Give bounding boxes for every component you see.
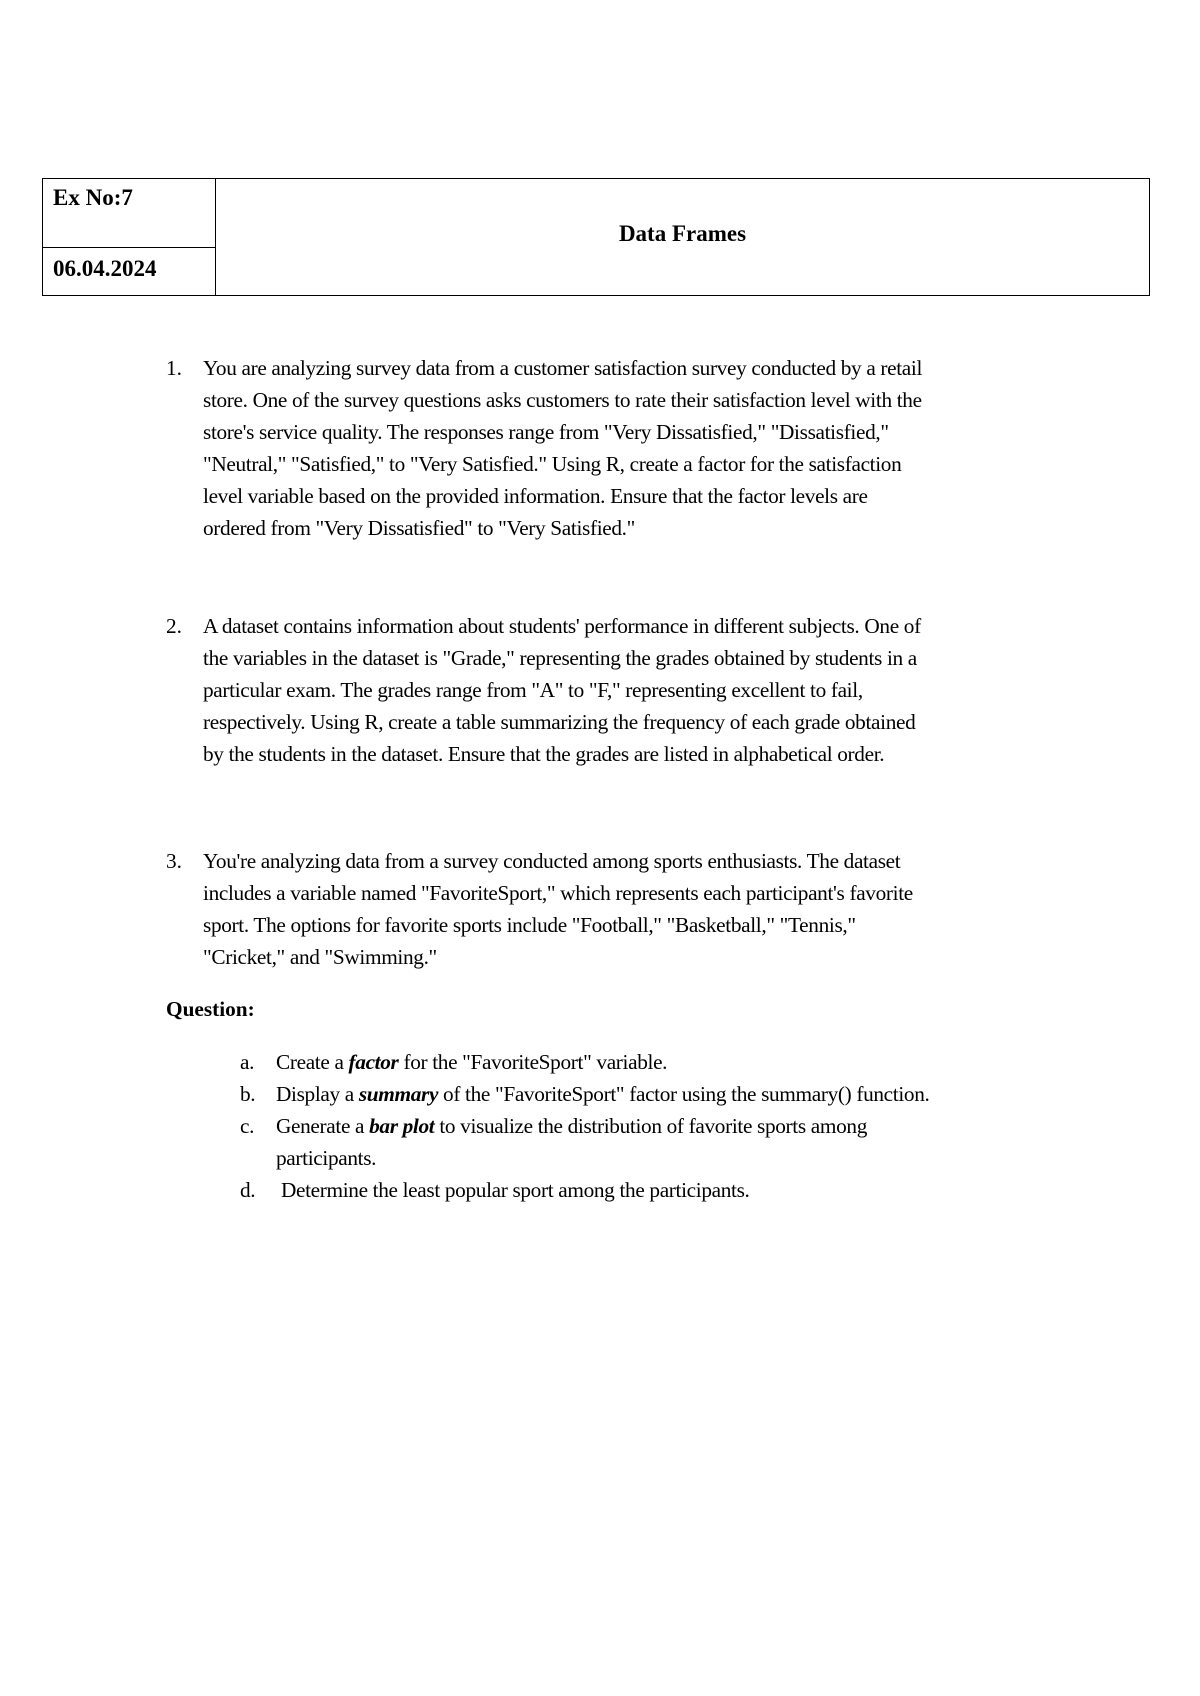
sub-question-d (240, 1174, 1100, 1206)
sub-question-list (240, 1046, 1100, 1206)
question-line: the variables in the dataset is "Grade," representing the grades obtained by students in a (203, 646, 917, 670)
question-line: You are analyzing survey data from a customer satisfaction survey conducted by a retail (203, 356, 923, 380)
question-3 (166, 845, 1106, 973)
header-table (42, 178, 1150, 296)
sub-text: to visualize the distribution of favorite sports among (434, 1114, 867, 1138)
question-line: by the students in the dataset. Ensure that the grades are listed in alphabetical order. (203, 742, 885, 766)
sub-text: of the "FavoriteSport" factor using the summary() function. (438, 1082, 930, 1106)
question-2 (166, 610, 1106, 770)
sub-text: for the "FavoriteSport" variable. (398, 1050, 668, 1074)
question-line: "Cricket," and "Swimming." (203, 945, 437, 969)
ex-no-label: Ex No:7 (53, 185, 133, 210)
question-line: store. One of the survey questions asks customers to rate their satisfaction level with the (203, 388, 922, 412)
question-line: "Neutral," "Satisfied," to "Very Satisfied." Using R, create a factor for the satisfaction (203, 452, 902, 476)
question-text (203, 610, 1106, 770)
question-line: particular exam. The grades range from "A" to "F," representing excellent to fail, (203, 678, 863, 702)
sub-letter: c. (240, 1114, 255, 1138)
sub-question-a (240, 1046, 1100, 1078)
sub-text: Create a (276, 1050, 349, 1074)
question-text (203, 352, 1106, 544)
question-line: respectively. Using R, create a table summarizing the frequency of each grade obtained (203, 710, 916, 734)
question-line: A dataset contains information about students' performance in different subjects. One of (203, 614, 921, 638)
sub-text: Display a (276, 1082, 359, 1106)
question-line: ordered from "Very Dissatisfied" to "Very Satisfied." (203, 516, 636, 540)
question-number: 3. (166, 849, 182, 873)
page-title: Data Frames (618, 220, 747, 246)
sub-letter: b. (240, 1082, 256, 1106)
question-label: Question: (166, 997, 255, 1021)
question-line: level variable based on the provided information. Ensure that the factor levels are (203, 484, 868, 508)
date-cell (43, 248, 216, 296)
sub-text: participants. (276, 1146, 377, 1170)
keyword: factor (348, 1050, 399, 1074)
sub-question-b (240, 1078, 1100, 1110)
sub-question-c (240, 1110, 1100, 1174)
sub-letter: d. (240, 1178, 256, 1202)
question-number: 2. (166, 614, 182, 638)
sub-text: Generate a (276, 1114, 370, 1138)
question-line: store's service quality. The responses range from "Very Dissatisfied," "Dissatisfied," (203, 420, 889, 444)
keyword: summary (358, 1082, 439, 1106)
question-number: 1. (166, 356, 182, 380)
sub-text: Determine the least popular sport among the participants. (276, 1178, 750, 1202)
question-text (203, 845, 1106, 973)
sub-letter: a. (240, 1050, 255, 1074)
question-line: includes a variable named "FavoriteSport," which represents each participant's favorite (203, 881, 913, 905)
question-line: sport. The options for favorite sports include "Football," "Basketball," "Tennis," (203, 913, 856, 937)
date-label: 06.04.2024 (53, 256, 157, 282)
question-line: You're analyzing data from a survey conducted among sports enthusiasts. The dataset (203, 849, 901, 873)
question-1 (166, 352, 1106, 544)
title-cell (216, 179, 1150, 296)
ex-no-cell (43, 179, 216, 248)
keyword: bar plot (369, 1114, 435, 1138)
